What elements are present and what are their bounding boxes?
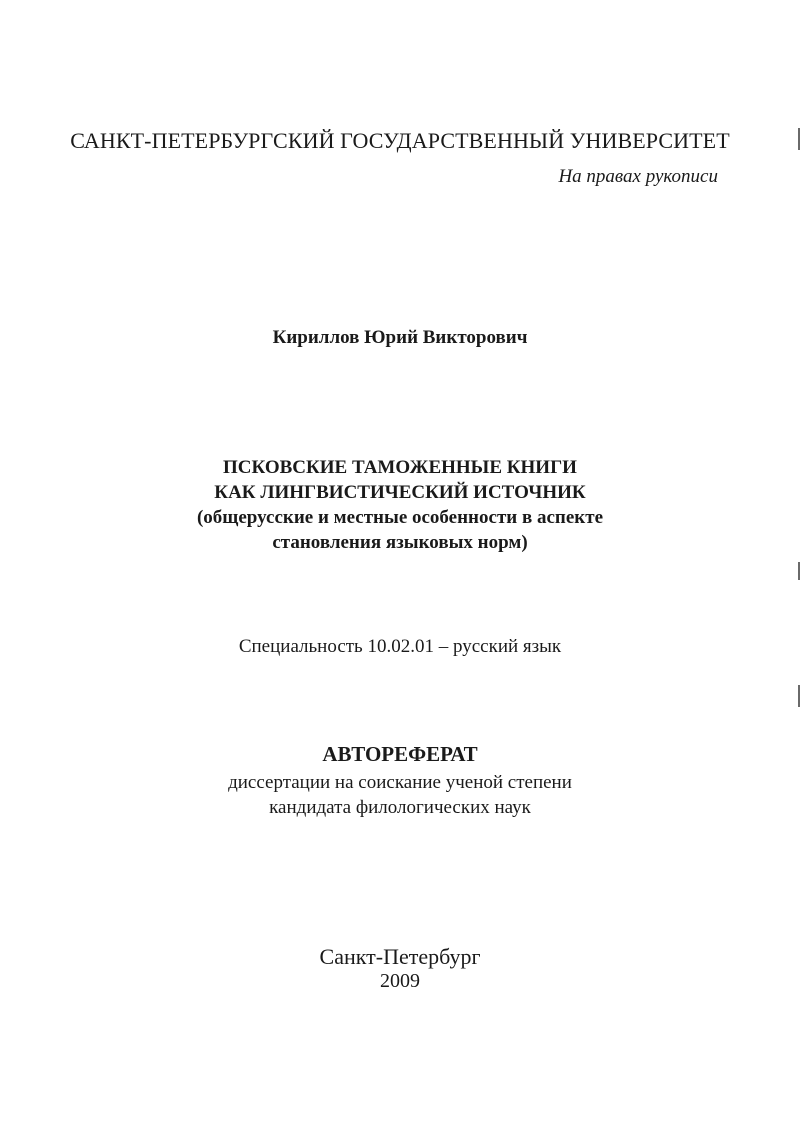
degree-line-2: кандидата филологических наук xyxy=(269,797,531,818)
title-line-2: КАК ЛИНГВИСТИЧЕСКИЙ ИСТОЧНИК xyxy=(214,482,586,503)
degree-line-1: диссертации на соискание ученой степени xyxy=(228,772,572,793)
document-type: АВТОРЕФЕРАТ xyxy=(322,742,478,766)
degree-description xyxy=(0,770,800,820)
title-line-3: (общерусские и местные особенности в аспекте xyxy=(196,507,604,528)
dissertation-title xyxy=(0,455,800,555)
publication-year: 2009 xyxy=(380,970,420,992)
manuscript-note: На правах рукописи xyxy=(558,166,718,187)
title-line-1: ПСКОВСКИЕ ТАМОЖЕННЫЕ КНИГИ xyxy=(223,457,577,478)
title-line-4: становления языковых норм) xyxy=(272,532,528,553)
publication-city: Санкт-Петербург xyxy=(319,944,481,969)
university-name: САНКТ-ПЕТЕРБУРГСКИЙ ГОСУДАРСТВЕННЫЙ УНИВЕРСИТЕТ xyxy=(70,128,730,153)
specialty: Специальность 10.02.01 – русский язык xyxy=(238,636,562,657)
author-name: Кириллов Юрий Викторович xyxy=(272,327,528,348)
